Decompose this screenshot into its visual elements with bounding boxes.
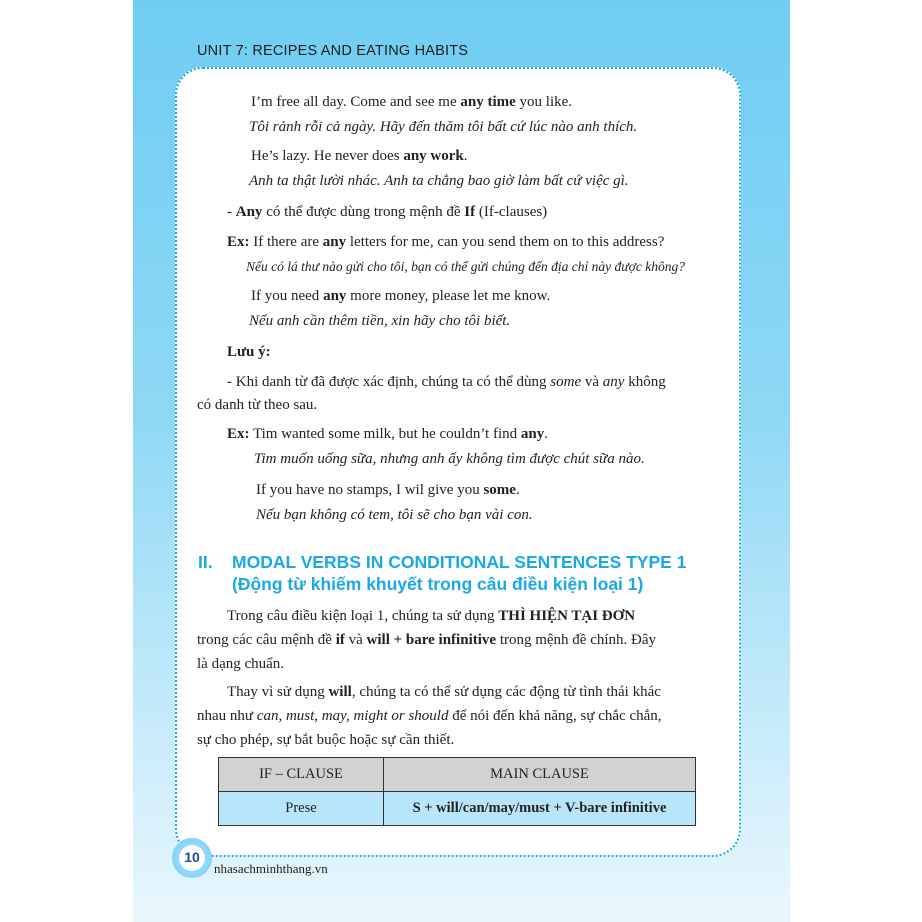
- rule-any-if-clauses: - Any có thể được dùng trong mệnh đề If (If-clauses): [227, 204, 548, 220]
- note-line-1: - Khi danh từ đã được xác định, chúng ta có thể dùng some và any không: [227, 374, 666, 390]
- cell-if-clause: Prese: [219, 792, 384, 826]
- example-2-vietnamese: Anh ta thật lười nhác. Anh ta chẳng bao giờ làm bất cứ việc gì.: [249, 173, 629, 189]
- cell-main-clause: S + will/can/may/must + V-bare infinitive: [384, 792, 696, 826]
- example-4-vietnamese: Nếu anh cần thêm tiền, xin hãy cho tôi biết.: [249, 313, 511, 329]
- paragraph-2-line-1: Thay vì sử dụng will, chúng ta có thể sử dụng các động từ tình thái khác: [227, 684, 661, 700]
- example-5-vietnamese: Tim muốn uống sữa, nhưng anh ấy không tìm được chút sữa nào.: [254, 451, 645, 467]
- unit-title: UNIT 7: RECIPES AND EATING HABITS: [197, 43, 469, 59]
- paragraph-1-line-1: Trong câu điều kiện loại 1, chúng ta sử dụng THÌ HIỆN TẠI ĐƠN: [227, 608, 636, 624]
- note-line-2: có danh từ theo sau.: [197, 397, 318, 413]
- example-3-english: Ex: If there are any letters for me, can you send them on to this address?: [227, 234, 665, 250]
- publisher-website: nhasachminhthang.vn: [214, 861, 328, 876]
- example-3-vietnamese: Nếu có lá thư nào gửi cho tôi, bạn có thể gửi chúng đến địa chỉ này được không?: [246, 259, 685, 274]
- section-2-subtitle: (Động từ khiếm khuyết trong câu điều kiện loại 1): [232, 574, 644, 594]
- table-header-row: [219, 758, 696, 792]
- paragraph-1-line-2: trong các câu mệnh đề if và will + bare infinitive trong mệnh đề chính. Đây: [197, 632, 657, 648]
- header-main-clause: MAIN CLAUSE: [384, 758, 696, 792]
- page-number: 10: [184, 849, 200, 865]
- paragraph-2-line-3: sự cho phép, sự bắt buộc hoặc sự cần thiết.: [197, 732, 455, 748]
- example-6-vietnamese: Nếu bạn không có tem, tôi sẽ cho bạn vài con.: [256, 507, 533, 523]
- section-2-title: II. MODAL VERBS IN CONDITIONAL SENTENCES TYPE 1: [198, 552, 687, 572]
- conditional-clause-table: [218, 757, 696, 826]
- example-1-english: I’m free all day. Come and see me any time you like.: [251, 94, 573, 110]
- paragraph-2-line-2: nhau như can, must, may, might or should để nói đến khả năng, sự chắc chắn,: [197, 708, 662, 724]
- note-label: Lưu ý:: [227, 344, 271, 360]
- example-1-vietnamese: Tôi rảnh rỗi cả ngày. Hãy đến thăm tôi bất cứ lúc nào anh thích.: [249, 119, 638, 135]
- example-4-english: If you need any more money, please let me know.: [251, 288, 551, 304]
- example-2-english: He’s lazy. He never does any work.: [251, 148, 468, 164]
- example-6-english: If you have no stamps, I wil give you some.: [256, 482, 520, 498]
- paragraph-1-line-3: là dạng chuẩn.: [197, 656, 285, 672]
- table-row: [219, 792, 696, 826]
- example-5-english: Ex: Tim wanted some milk, but he couldn’t find any.: [227, 426, 548, 442]
- header-if-clause: IF – CLAUSE: [219, 758, 384, 792]
